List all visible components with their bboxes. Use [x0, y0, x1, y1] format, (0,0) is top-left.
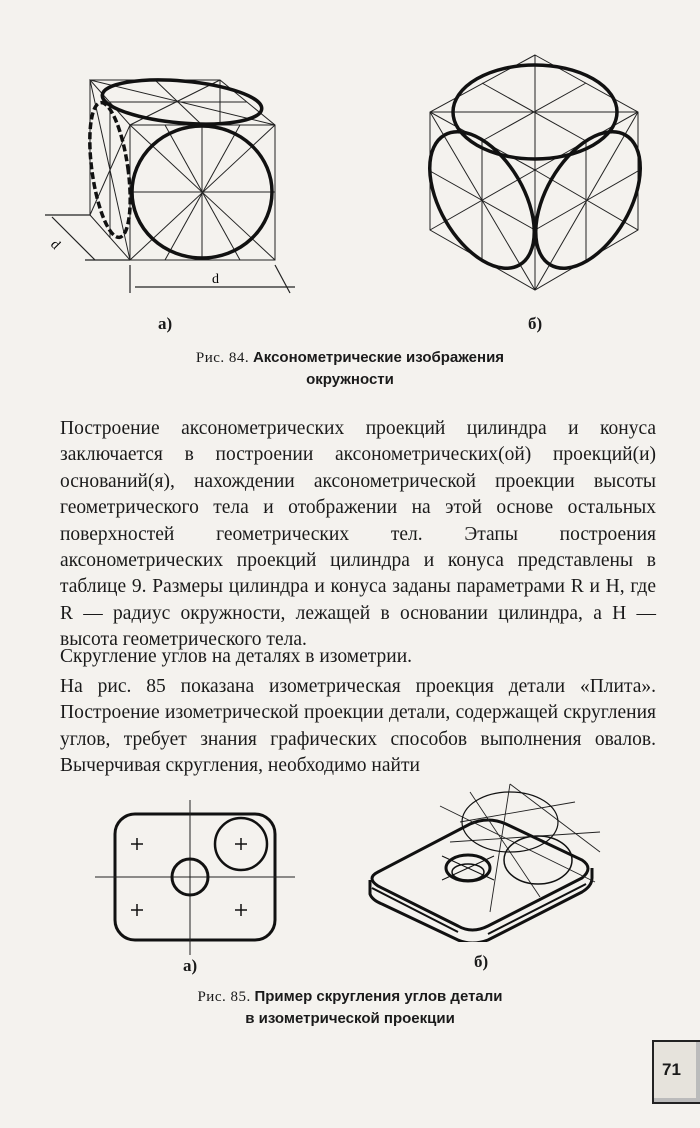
figure-84a [40, 55, 310, 305]
figure-85-caption [0, 986, 700, 1029]
section-heading: Скругление углов на деталях в изометрии. [60, 646, 413, 667]
figure-85b [360, 782, 610, 942]
paragraph-2-text: На рис. 85 показана изометрическая проекция детали «Плита». Построение изометрической проекции детали, содержащей скругления углов, требует знания графических способов выполнения овалов. Вычерчивая скругления, необходимо найти [60, 676, 656, 777]
figure-84a-drawing [40, 55, 310, 305]
dimension-left-label: d [47, 237, 63, 253]
figure-85b-drawing [360, 782, 610, 942]
figure-84b-drawing [410, 50, 660, 300]
figure-85a-label: а) [183, 956, 198, 975]
paragraph-cylinder-cone [60, 416, 656, 654]
figure-85-caption-line2: в изометрической проекции [245, 1010, 455, 1027]
figure-85-caption-prefix: Рис. 85. [197, 989, 251, 1005]
figure-84-caption-line2: окружности [306, 371, 394, 388]
paragraph-rounding [60, 674, 656, 780]
paragraph-1-text: Построение аксонометрических проекций цилиндра и конуса заключается в построении аксонометрических(ой) проекций(и) оснований(я), нахождении аксонометрической проекции высоты геометрического тела и отображении на этой основе остальных поверхностей геометрических тел. Этапы построения аксонометрических проекций цилиндра и конуса представлены в таблице 9. Размеры цилиндра и конуса заданы параметрами R и H, где R — радиус окружности, лежащей в основании цилиндра, а H — высота геометрического тела. [60, 418, 656, 651]
figure-85a-drawing [95, 800, 295, 955]
dimension-bottom-label: d [212, 272, 219, 287]
figure-84-caption [0, 347, 700, 390]
figure-84b [410, 50, 660, 300]
figure-85-caption-line1: Пример скругления углов детали [254, 988, 503, 1005]
figure-85b-label: б) [474, 952, 489, 971]
figure-84a-label: а) [158, 314, 173, 333]
page-number: 71 [662, 1060, 681, 1079]
figure-84-caption-line1: Аксонометрические изображения [252, 349, 505, 366]
figure-84b-label: б) [528, 314, 543, 333]
figure-84-caption-prefix: Рис. 84. [195, 350, 250, 366]
page-number-box [652, 1040, 700, 1104]
figure-85a [95, 800, 295, 955]
